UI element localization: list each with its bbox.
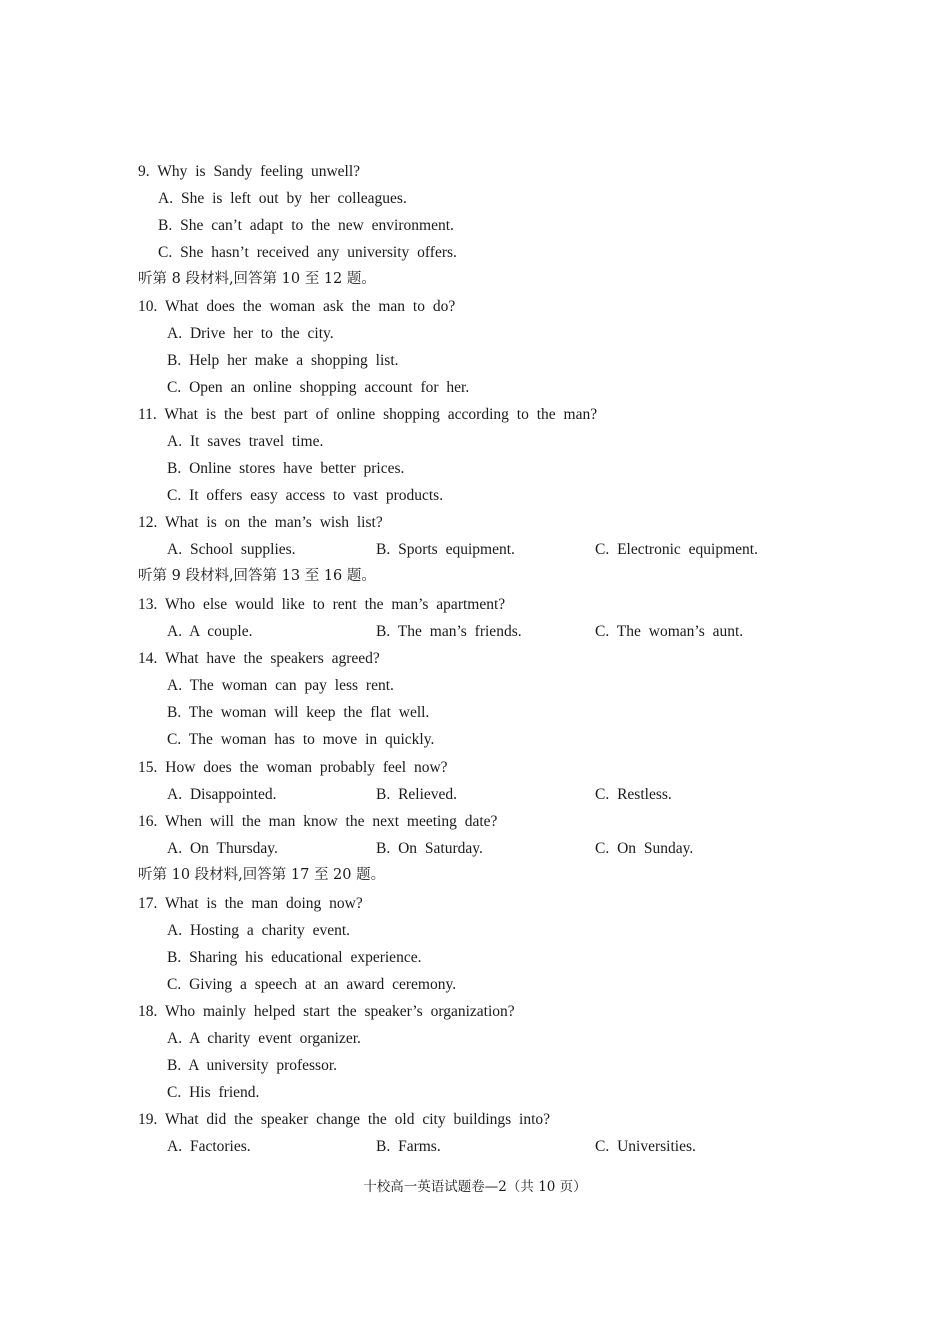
question-16-option-a: A. On Thursday. <box>167 840 278 857</box>
page-footer: 十校高一英语试题卷—2（共 10 页） <box>363 1179 587 1195</box>
question-12-option-c: C. Electronic equipment. <box>595 541 758 558</box>
question-11-option-a: A. It saves travel time. <box>167 433 324 450</box>
question-19-option-b: B. Farms. <box>376 1138 441 1155</box>
question-13-stem: 13. Who else would like to rent the man’s apartment? <box>138 596 506 613</box>
question-14-option-a: A. The woman can pay less rent. <box>167 677 394 694</box>
question-12-option-a: A. School supplies. <box>167 541 296 558</box>
section-8-instruction: 听第 8 段材料,回答第 10 至 12 题。 <box>138 271 376 287</box>
question-13-option-a: A. A couple. <box>167 623 253 640</box>
question-17-option-c: C. Giving a speech at an award ceremony. <box>167 976 457 993</box>
section-9-instruction: 听第 9 段材料,回答第 13 至 16 题。 <box>138 568 376 584</box>
question-15-option-c: C. Restless. <box>595 786 672 803</box>
question-17-option-b: B. Sharing his educational experience. <box>167 949 422 966</box>
question-18-option-b: B. A university professor. <box>167 1057 338 1074</box>
question-18-option-c: C. His friend. <box>167 1084 260 1101</box>
question-11-option-b: B. Online stores have better prices. <box>167 460 405 477</box>
question-12-option-b: B. Sports equipment. <box>376 541 515 558</box>
question-10-option-c: C. Open an online shopping account for her. <box>167 379 470 396</box>
question-14-option-c: C. The woman has to move in quickly. <box>167 731 435 748</box>
question-19-option-a: A. Factories. <box>167 1138 251 1155</box>
question-10-option-a: A. Drive her to the city. <box>167 325 334 342</box>
question-18-stem: 18. Who mainly helped start the speaker’s organization? <box>138 1003 515 1020</box>
question-9-option-c: C. She hasn’t received any university offers. <box>158 244 457 261</box>
question-15-option-b: B. Relieved. <box>376 786 458 803</box>
question-18-option-a: A. A charity event organizer. <box>167 1030 361 1047</box>
question-15-stem: 15. How does the woman probably feel now? <box>138 759 448 776</box>
question-10-stem: 10. What does the woman ask the man to do? <box>138 298 456 315</box>
question-19-stem: 19. What did the speaker change the old city buildings into? <box>138 1111 551 1128</box>
question-9-stem: 9. Why is Sandy feeling unwell? <box>138 163 361 180</box>
question-16-option-b: B. On Saturday. <box>376 840 483 857</box>
question-9-option-b: B. She can’t adapt to the new environment. <box>158 217 454 234</box>
question-10-option-b: B. Help her make a shopping list. <box>167 352 399 369</box>
question-14-option-b: B. The woman will keep the flat well. <box>167 704 430 721</box>
question-17-option-a: A. Hosting a charity event. <box>167 922 351 939</box>
question-16-stem: 16. When will the man know the next meeting date? <box>138 813 498 830</box>
question-13-option-c: C. The woman’s aunt. <box>595 623 744 640</box>
question-15-option-a: A. Disappointed. <box>167 786 277 803</box>
question-17-stem: 17. What is the man doing now? <box>138 895 363 912</box>
question-16-option-c: C. On Sunday. <box>595 840 694 857</box>
question-12-stem: 12. What is on the man’s wish list? <box>138 514 383 531</box>
question-11-option-c: C. It offers easy access to vast products. <box>167 487 444 504</box>
section-10-instruction: 听第 10 段材料,回答第 17 至 20 题。 <box>138 867 386 883</box>
question-9-option-a: A. She is left out by her colleagues. <box>158 190 407 207</box>
question-11-stem: 11. What is the best part of online shopping according to the man? <box>138 406 598 423</box>
question-14-stem: 14. What have the speakers agreed? <box>138 650 380 667</box>
question-13-option-b: B. The man’s friends. <box>376 623 522 640</box>
question-19-option-c: C. Universities. <box>595 1138 696 1155</box>
